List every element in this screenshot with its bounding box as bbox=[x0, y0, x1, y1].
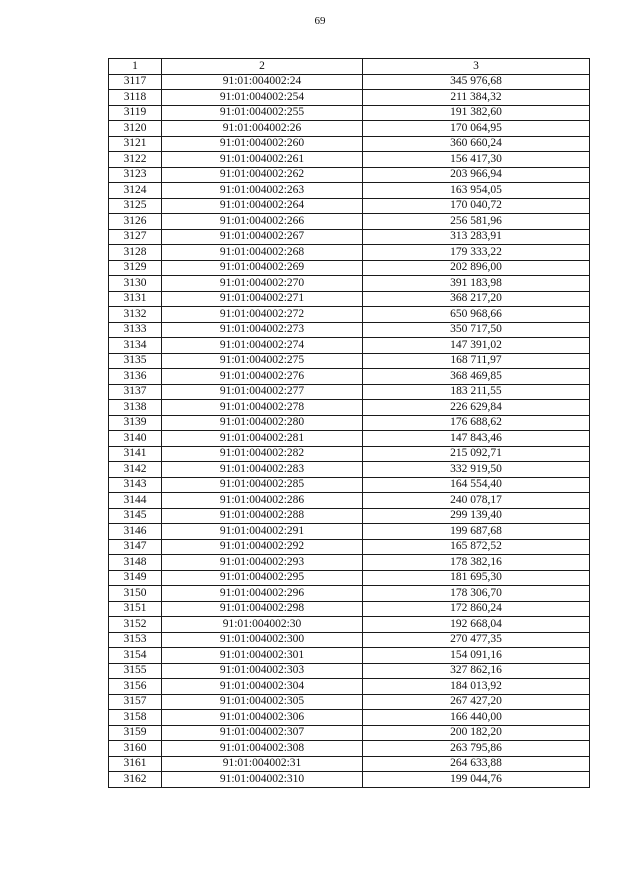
table-row bbox=[109, 152, 590, 168]
cadastral-number-cell: 91:01:004002:264 bbox=[162, 198, 363, 214]
cadastral-number-cell: 91:01:004002:300 bbox=[162, 632, 363, 648]
cadastral-number-cell: 91:01:004002:260 bbox=[162, 136, 363, 152]
cadastral-number-cell: 91:01:004002:306 bbox=[162, 710, 363, 726]
value-cell: 226 629,84 bbox=[363, 400, 590, 416]
cadastral-number-cell: 91:01:004002:271 bbox=[162, 291, 363, 307]
cadastral-number-cell: 91:01:004002:262 bbox=[162, 167, 363, 183]
value-cell: 178 306,70 bbox=[363, 586, 590, 602]
cadastral-number-cell: 91:01:004002:286 bbox=[162, 493, 363, 509]
value-cell: 270 477,35 bbox=[363, 632, 590, 648]
value-cell: 650 968,66 bbox=[363, 307, 590, 323]
table-row bbox=[109, 756, 590, 772]
row-index-cell: 3120 bbox=[109, 121, 162, 137]
table-row bbox=[109, 291, 590, 307]
cadastral-number-cell: 91:01:004002:280 bbox=[162, 415, 363, 431]
value-cell: 350 717,50 bbox=[363, 322, 590, 338]
cadastral-number-cell: 91:01:004002:303 bbox=[162, 663, 363, 679]
cadastral-number-cell: 91:01:004002:282 bbox=[162, 446, 363, 462]
column-header-value: 3 bbox=[363, 59, 590, 75]
value-cell: 345 976,68 bbox=[363, 74, 590, 90]
cadastral-number-cell: 91:01:004002:268 bbox=[162, 245, 363, 261]
table-row bbox=[109, 90, 590, 106]
table-row bbox=[109, 725, 590, 741]
row-index-cell: 3161 bbox=[109, 756, 162, 772]
value-cell: 163 954,05 bbox=[363, 183, 590, 199]
row-index-cell: 3136 bbox=[109, 369, 162, 385]
table-row bbox=[109, 400, 590, 416]
table-row bbox=[109, 648, 590, 664]
row-index-cell: 3124 bbox=[109, 183, 162, 199]
table-row bbox=[109, 74, 590, 90]
cadastral-number-cell: 91:01:004002:275 bbox=[162, 353, 363, 369]
value-cell: 192 668,04 bbox=[363, 617, 590, 633]
row-index-cell: 3126 bbox=[109, 214, 162, 230]
value-cell: 199 687,68 bbox=[363, 524, 590, 540]
row-index-cell: 3119 bbox=[109, 105, 162, 121]
row-index-cell: 3146 bbox=[109, 524, 162, 540]
cadastral-number-cell: 91:01:004002:301 bbox=[162, 648, 363, 664]
row-index-cell: 3132 bbox=[109, 307, 162, 323]
value-cell: 147 843,46 bbox=[363, 431, 590, 447]
table-row bbox=[109, 105, 590, 121]
row-index-cell: 3125 bbox=[109, 198, 162, 214]
table-row bbox=[109, 167, 590, 183]
row-index-cell: 3144 bbox=[109, 493, 162, 509]
table-row bbox=[109, 183, 590, 199]
row-index-cell: 3135 bbox=[109, 353, 162, 369]
row-index-cell: 3138 bbox=[109, 400, 162, 416]
table-row bbox=[109, 570, 590, 586]
row-index-cell: 3128 bbox=[109, 245, 162, 261]
cadastral-number-cell: 91:01:004002:254 bbox=[162, 90, 363, 106]
row-index-cell: 3158 bbox=[109, 710, 162, 726]
cadastral-number-cell: 91:01:004002:24 bbox=[162, 74, 363, 90]
row-index-cell: 3127 bbox=[109, 229, 162, 245]
cadastral-number-cell: 91:01:004002:310 bbox=[162, 772, 363, 788]
cadastral-number-cell: 91:01:004002:267 bbox=[162, 229, 363, 245]
row-index-cell: 3122 bbox=[109, 152, 162, 168]
table-row bbox=[109, 477, 590, 493]
value-cell: 215 092,71 bbox=[363, 446, 590, 462]
table-row bbox=[109, 338, 590, 354]
table-row bbox=[109, 229, 590, 245]
table-row bbox=[109, 260, 590, 276]
cadastral-number-cell: 91:01:004002:30 bbox=[162, 617, 363, 633]
table-row bbox=[109, 741, 590, 757]
cadastral-number-cell: 91:01:004002:277 bbox=[162, 384, 363, 400]
cadastral-number-cell: 91:01:004002:263 bbox=[162, 183, 363, 199]
cadastral-number-cell: 91:01:004002:255 bbox=[162, 105, 363, 121]
row-index-cell: 3129 bbox=[109, 260, 162, 276]
value-cell: 164 554,40 bbox=[363, 477, 590, 493]
row-index-cell: 3123 bbox=[109, 167, 162, 183]
table-row bbox=[109, 524, 590, 540]
table-row bbox=[109, 539, 590, 555]
table-row bbox=[109, 322, 590, 338]
value-cell: 368 217,20 bbox=[363, 291, 590, 307]
cadastral-number-cell: 91:01:004002:281 bbox=[162, 431, 363, 447]
cadastral-number-cell: 91:01:004002:293 bbox=[162, 555, 363, 571]
row-index-cell: 3157 bbox=[109, 694, 162, 710]
column-header-cadastral-number: 2 bbox=[162, 59, 363, 75]
table-row bbox=[109, 694, 590, 710]
table-row bbox=[109, 121, 590, 137]
row-index-cell: 3121 bbox=[109, 136, 162, 152]
value-cell: 165 872,52 bbox=[363, 539, 590, 555]
cadastral-number-cell: 91:01:004002:288 bbox=[162, 508, 363, 524]
cadastral-number-cell: 91:01:004002:283 bbox=[162, 462, 363, 478]
cadastral-number-cell: 91:01:004002:26 bbox=[162, 121, 363, 137]
row-index-cell: 3139 bbox=[109, 415, 162, 431]
table-row bbox=[109, 586, 590, 602]
table-row bbox=[109, 353, 590, 369]
row-index-cell: 3118 bbox=[109, 90, 162, 106]
table-row bbox=[109, 369, 590, 385]
row-index-cell: 3143 bbox=[109, 477, 162, 493]
cadastral-number-cell: 91:01:004002:292 bbox=[162, 539, 363, 555]
row-index-cell: 3149 bbox=[109, 570, 162, 586]
cadastral-number-cell: 91:01:004002:269 bbox=[162, 260, 363, 276]
value-cell: 313 283,91 bbox=[363, 229, 590, 245]
value-cell: 184 013,92 bbox=[363, 679, 590, 695]
row-index-cell: 3133 bbox=[109, 322, 162, 338]
value-cell: 166 440,00 bbox=[363, 710, 590, 726]
table-row bbox=[109, 198, 590, 214]
value-cell: 368 469,85 bbox=[363, 369, 590, 385]
row-index-cell: 3153 bbox=[109, 632, 162, 648]
row-index-cell: 3147 bbox=[109, 539, 162, 555]
value-cell: 200 182,20 bbox=[363, 725, 590, 741]
value-cell: 199 044,76 bbox=[363, 772, 590, 788]
cadastral-number-cell: 91:01:004002:305 bbox=[162, 694, 363, 710]
table-row bbox=[109, 136, 590, 152]
row-index-cell: 3140 bbox=[109, 431, 162, 447]
value-cell: 327 862,16 bbox=[363, 663, 590, 679]
table-row bbox=[109, 462, 590, 478]
row-index-cell: 3130 bbox=[109, 276, 162, 292]
page-number: 69 bbox=[314, 15, 326, 27]
row-index-cell: 3137 bbox=[109, 384, 162, 400]
table-row bbox=[109, 679, 590, 695]
row-index-cell: 3151 bbox=[109, 601, 162, 617]
cadastral-number-cell: 91:01:004002:308 bbox=[162, 741, 363, 757]
cadastral-number-cell: 91:01:004002:304 bbox=[162, 679, 363, 695]
row-index-cell: 3142 bbox=[109, 462, 162, 478]
value-cell: 172 860,24 bbox=[363, 601, 590, 617]
value-cell: 178 382,16 bbox=[363, 555, 590, 571]
cadastral-number-cell: 91:01:004002:296 bbox=[162, 586, 363, 602]
cadastral-number-cell: 91:01:004002:295 bbox=[162, 570, 363, 586]
row-index-cell: 3134 bbox=[109, 338, 162, 354]
table-body bbox=[109, 74, 590, 787]
table-row bbox=[109, 415, 590, 431]
table-row bbox=[109, 446, 590, 462]
header-row bbox=[109, 59, 590, 75]
cadastral-number-cell: 91:01:004002:261 bbox=[162, 152, 363, 168]
value-cell: 156 417,30 bbox=[363, 152, 590, 168]
registry-table bbox=[108, 58, 590, 788]
table-row bbox=[109, 276, 590, 292]
value-cell: 176 688,62 bbox=[363, 415, 590, 431]
row-index-cell: 3156 bbox=[109, 679, 162, 695]
cadastral-number-cell: 91:01:004002:274 bbox=[162, 338, 363, 354]
cadastral-number-cell: 91:01:004002:285 bbox=[162, 477, 363, 493]
row-index-cell: 3117 bbox=[109, 74, 162, 90]
row-index-cell: 3145 bbox=[109, 508, 162, 524]
row-index-cell: 3162 bbox=[109, 772, 162, 788]
value-cell: 154 091,16 bbox=[363, 648, 590, 664]
value-cell: 179 333,22 bbox=[363, 245, 590, 261]
cadastral-number-cell: 91:01:004002:291 bbox=[162, 524, 363, 540]
row-index-cell: 3159 bbox=[109, 725, 162, 741]
value-cell: 264 633,88 bbox=[363, 756, 590, 772]
row-index-cell: 3160 bbox=[109, 741, 162, 757]
column-header-index: 1 bbox=[109, 59, 162, 75]
table-row bbox=[109, 508, 590, 524]
cadastral-number-cell: 91:01:004002:266 bbox=[162, 214, 363, 230]
value-cell: 332 919,50 bbox=[363, 462, 590, 478]
table-row bbox=[109, 710, 590, 726]
table-row bbox=[109, 493, 590, 509]
value-cell: 299 139,40 bbox=[363, 508, 590, 524]
row-index-cell: 3155 bbox=[109, 663, 162, 679]
value-cell: 191 382,60 bbox=[363, 105, 590, 121]
table-row bbox=[109, 617, 590, 633]
table-row bbox=[109, 384, 590, 400]
cadastral-number-cell: 91:01:004002:307 bbox=[162, 725, 363, 741]
value-cell: 240 078,17 bbox=[363, 493, 590, 509]
value-cell: 202 896,00 bbox=[363, 260, 590, 276]
table-row bbox=[109, 632, 590, 648]
value-cell: 170 064,95 bbox=[363, 121, 590, 137]
value-cell: 183 211,55 bbox=[363, 384, 590, 400]
cadastral-number-cell: 91:01:004002:270 bbox=[162, 276, 363, 292]
cadastral-number-cell: 91:01:004002:276 bbox=[162, 369, 363, 385]
value-cell: 211 384,32 bbox=[363, 90, 590, 106]
value-cell: 170 040,72 bbox=[363, 198, 590, 214]
cadastral-number-cell: 91:01:004002:298 bbox=[162, 601, 363, 617]
table-row bbox=[109, 214, 590, 230]
value-cell: 391 183,98 bbox=[363, 276, 590, 292]
cadastral-number-cell: 91:01:004002:278 bbox=[162, 400, 363, 416]
cadastral-number-cell: 91:01:004002:272 bbox=[162, 307, 363, 323]
table-row bbox=[109, 245, 590, 261]
table-row bbox=[109, 307, 590, 323]
row-index-cell: 3141 bbox=[109, 446, 162, 462]
value-cell: 147 391,02 bbox=[363, 338, 590, 354]
value-cell: 181 695,30 bbox=[363, 570, 590, 586]
table-row bbox=[109, 431, 590, 447]
table-row bbox=[109, 663, 590, 679]
value-cell: 267 427,20 bbox=[363, 694, 590, 710]
row-index-cell: 3131 bbox=[109, 291, 162, 307]
table-row bbox=[109, 772, 590, 788]
row-index-cell: 3154 bbox=[109, 648, 162, 664]
value-cell: 203 966,94 bbox=[363, 167, 590, 183]
cadastral-number-cell: 91:01:004002:273 bbox=[162, 322, 363, 338]
table-row bbox=[109, 555, 590, 571]
table-row bbox=[109, 601, 590, 617]
value-cell: 168 711,97 bbox=[363, 353, 590, 369]
value-cell: 256 581,96 bbox=[363, 214, 590, 230]
cadastral-number-cell: 91:01:004002:31 bbox=[162, 756, 363, 772]
row-index-cell: 3150 bbox=[109, 586, 162, 602]
table-header bbox=[109, 59, 590, 75]
value-cell: 263 795,86 bbox=[363, 741, 590, 757]
value-cell: 360 660,24 bbox=[363, 136, 590, 152]
row-index-cell: 3152 bbox=[109, 617, 162, 633]
row-index-cell: 3148 bbox=[109, 555, 162, 571]
